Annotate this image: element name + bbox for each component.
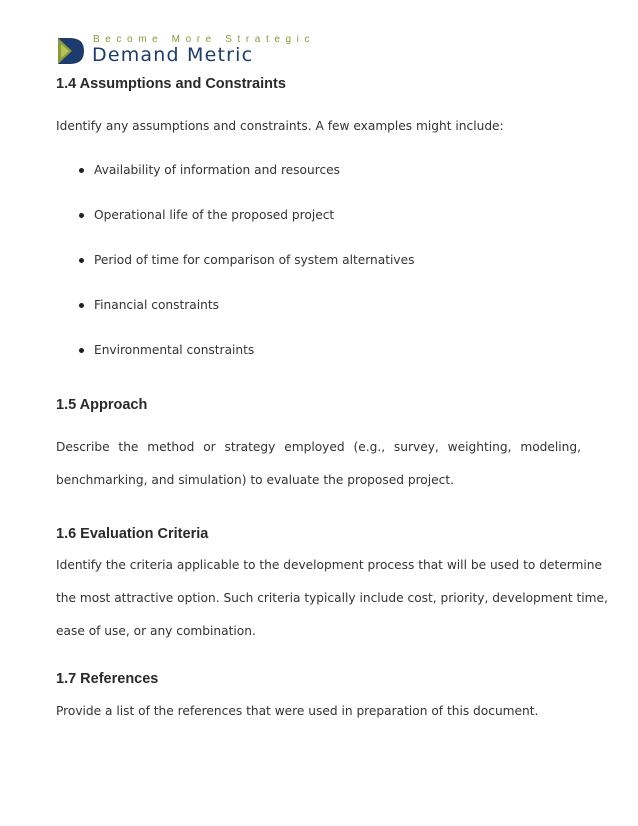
section-heading-evaluation-criteria: 1.6 Evaluation Criteria (56, 526, 209, 542)
demand-metric-logo (56, 32, 316, 66)
evaluation-text-line-2: the most attractive option. Such criteria typically include cost, priority, development time, (56, 591, 608, 605)
section-heading-assumptions: 1.4 Assumptions and Constraints (56, 76, 286, 92)
list-item-label: Availability of information and resources (94, 163, 341, 177)
bullet-icon (79, 258, 84, 263)
bullet-icon (79, 213, 84, 218)
bullet-icon (79, 168, 84, 173)
assumptions-intro: Identify any assumptions and constraints. A few examples might include: (56, 119, 504, 133)
approach-text-line-2: benchmarking, and simulation) to evaluate the proposed project. (56, 473, 455, 487)
bullet-icon (79, 303, 84, 308)
evaluation-text-line-3: ease of use, or any combination. (56, 624, 256, 638)
references-text: Provide a list of the references that were used in preparation of this document. (56, 704, 539, 718)
list-item-label: Financial constraints (94, 298, 219, 312)
logo-mark-icon (56, 36, 86, 66)
approach-text-line-1: Describe the method or strategy employed (e.g., survey, weighting, modeling, (56, 440, 581, 454)
list-item-label: Period of time for comparison of system alternatives (94, 253, 415, 267)
logo-tagline: Become More Strategic (93, 34, 316, 45)
evaluation-text-line-1: Identify the criteria applicable to the development process that will be used to determine (56, 558, 603, 572)
section-heading-references: 1.7 References (56, 671, 159, 687)
section-heading-approach: 1.5 Approach (56, 397, 148, 413)
bullet-icon (79, 348, 84, 353)
logo-brand-name: Demand Metric (92, 44, 254, 66)
list-item-label: Operational life of the proposed project (94, 208, 335, 222)
list-item-label: Environmental constraints (94, 343, 255, 357)
